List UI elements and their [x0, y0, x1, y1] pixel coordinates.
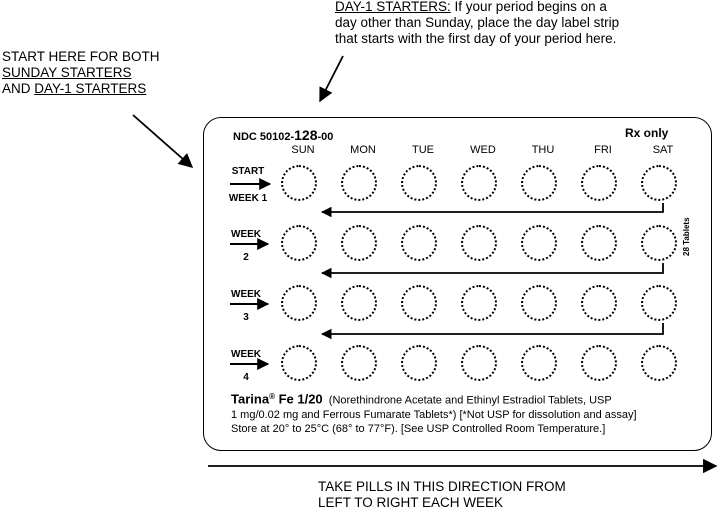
pill-week4-wed [461, 345, 497, 381]
pill-week1-mon [341, 165, 377, 201]
start-note-line3: AND DAY-1 STARTERS [2, 81, 147, 96]
pill-week4-sat [641, 345, 677, 381]
pill-week2-fri [581, 225, 617, 261]
pill-week2-sat [641, 225, 677, 261]
tablet-count-label: 28 Tablets [682, 217, 691, 256]
pill-week3-sun [281, 285, 317, 321]
pill-week4-fri [581, 345, 617, 381]
pill-week3-tue [401, 285, 437, 321]
pill-week4-mon [341, 345, 377, 381]
day-label-sun: SUN [291, 144, 315, 156]
week2-number: 2 [243, 252, 249, 263]
product-line3: Store at 20° to 25°C (68° to 77°F). [See USP Controlled Room Temperature.] [231, 422, 606, 435]
pill-week3-wed [461, 285, 497, 321]
day1-starters-label: DAY-1 STARTERS [34, 81, 147, 96]
pill-week3-mon [341, 285, 377, 321]
day1-note-line1: DAY-1 STARTERS: If your period begins on a [335, 0, 607, 14]
brand-name: Tarina [231, 391, 270, 407]
product-line1: Tarina® Fe 1/20 (Norethindrone Acetate and Ethinyl Estradiol Tablets, USP [231, 391, 612, 407]
product-line2: 1 mg/0.02 mg and Ferrous Fumarate Tablets*) [*Not USP for dissolution and assay] [231, 408, 637, 421]
pill-week1-thu [521, 165, 557, 201]
rx-only-label: Rx only [625, 126, 669, 140]
week3-number: 3 [243, 312, 249, 323]
ndc-code: NDC 50102-128-00 [233, 127, 334, 143]
week4-number: 4 [243, 372, 249, 383]
pill-week1-wed [461, 165, 497, 201]
return-arrow-3 [322, 323, 663, 334]
start-label: START [231, 166, 265, 177]
day-label-sat: SAT [652, 144, 674, 156]
start-note-line1: START HERE FOR BOTH [2, 49, 160, 64]
pill-week4-tue [401, 345, 437, 381]
week1-label: WEEK 1 [228, 193, 268, 204]
direction-note [318, 479, 638, 511]
pill-week2-wed [461, 225, 497, 261]
day1-note-line2: day other than Sunday, place the day label strip [335, 15, 620, 30]
day-label-thu: THU [531, 144, 555, 156]
week3-label: WEEK [231, 289, 261, 300]
return-arrow-1 [322, 203, 663, 212]
pill-week1-fri [581, 165, 617, 201]
pill-week1-sun [281, 165, 317, 201]
pill-week4-sun [281, 345, 317, 381]
return-arrow-2 [322, 263, 663, 273]
pill-week2-sun [281, 225, 317, 261]
pill-week3-sat [641, 285, 677, 321]
week4-label: WEEK [231, 349, 261, 360]
product-description [231, 390, 706, 436]
sunday-starters-label: SUNDAY STARTERS [2, 65, 132, 80]
pill-week2-thu [521, 225, 557, 261]
pill-week2-tue [401, 225, 437, 261]
day-label-tue: TUE [412, 144, 434, 156]
direction-note-line1: TAKE PILLS IN THIS DIRECTION FROM [318, 479, 566, 494]
day-label-mon: MON [350, 144, 376, 156]
pill-week1-sat [641, 165, 677, 201]
pill-week3-fri [581, 285, 617, 321]
day1-note-line3: that starts with the first day of your period here. [335, 31, 617, 46]
pill-week4-thu [521, 345, 557, 381]
day-label-wed: WED [470, 144, 496, 156]
day1-heading: DAY-1 STARTERS: [335, 0, 451, 14]
pill-week1-tue [401, 165, 437, 201]
direction-note-line2: LEFT TO RIGHT EACH WEEK [318, 495, 504, 510]
week2-label: WEEK [231, 229, 261, 240]
pill-week3-thu [521, 285, 557, 321]
day-label-fri: FRI [594, 144, 612, 156]
pill-week2-mon [341, 225, 377, 261]
